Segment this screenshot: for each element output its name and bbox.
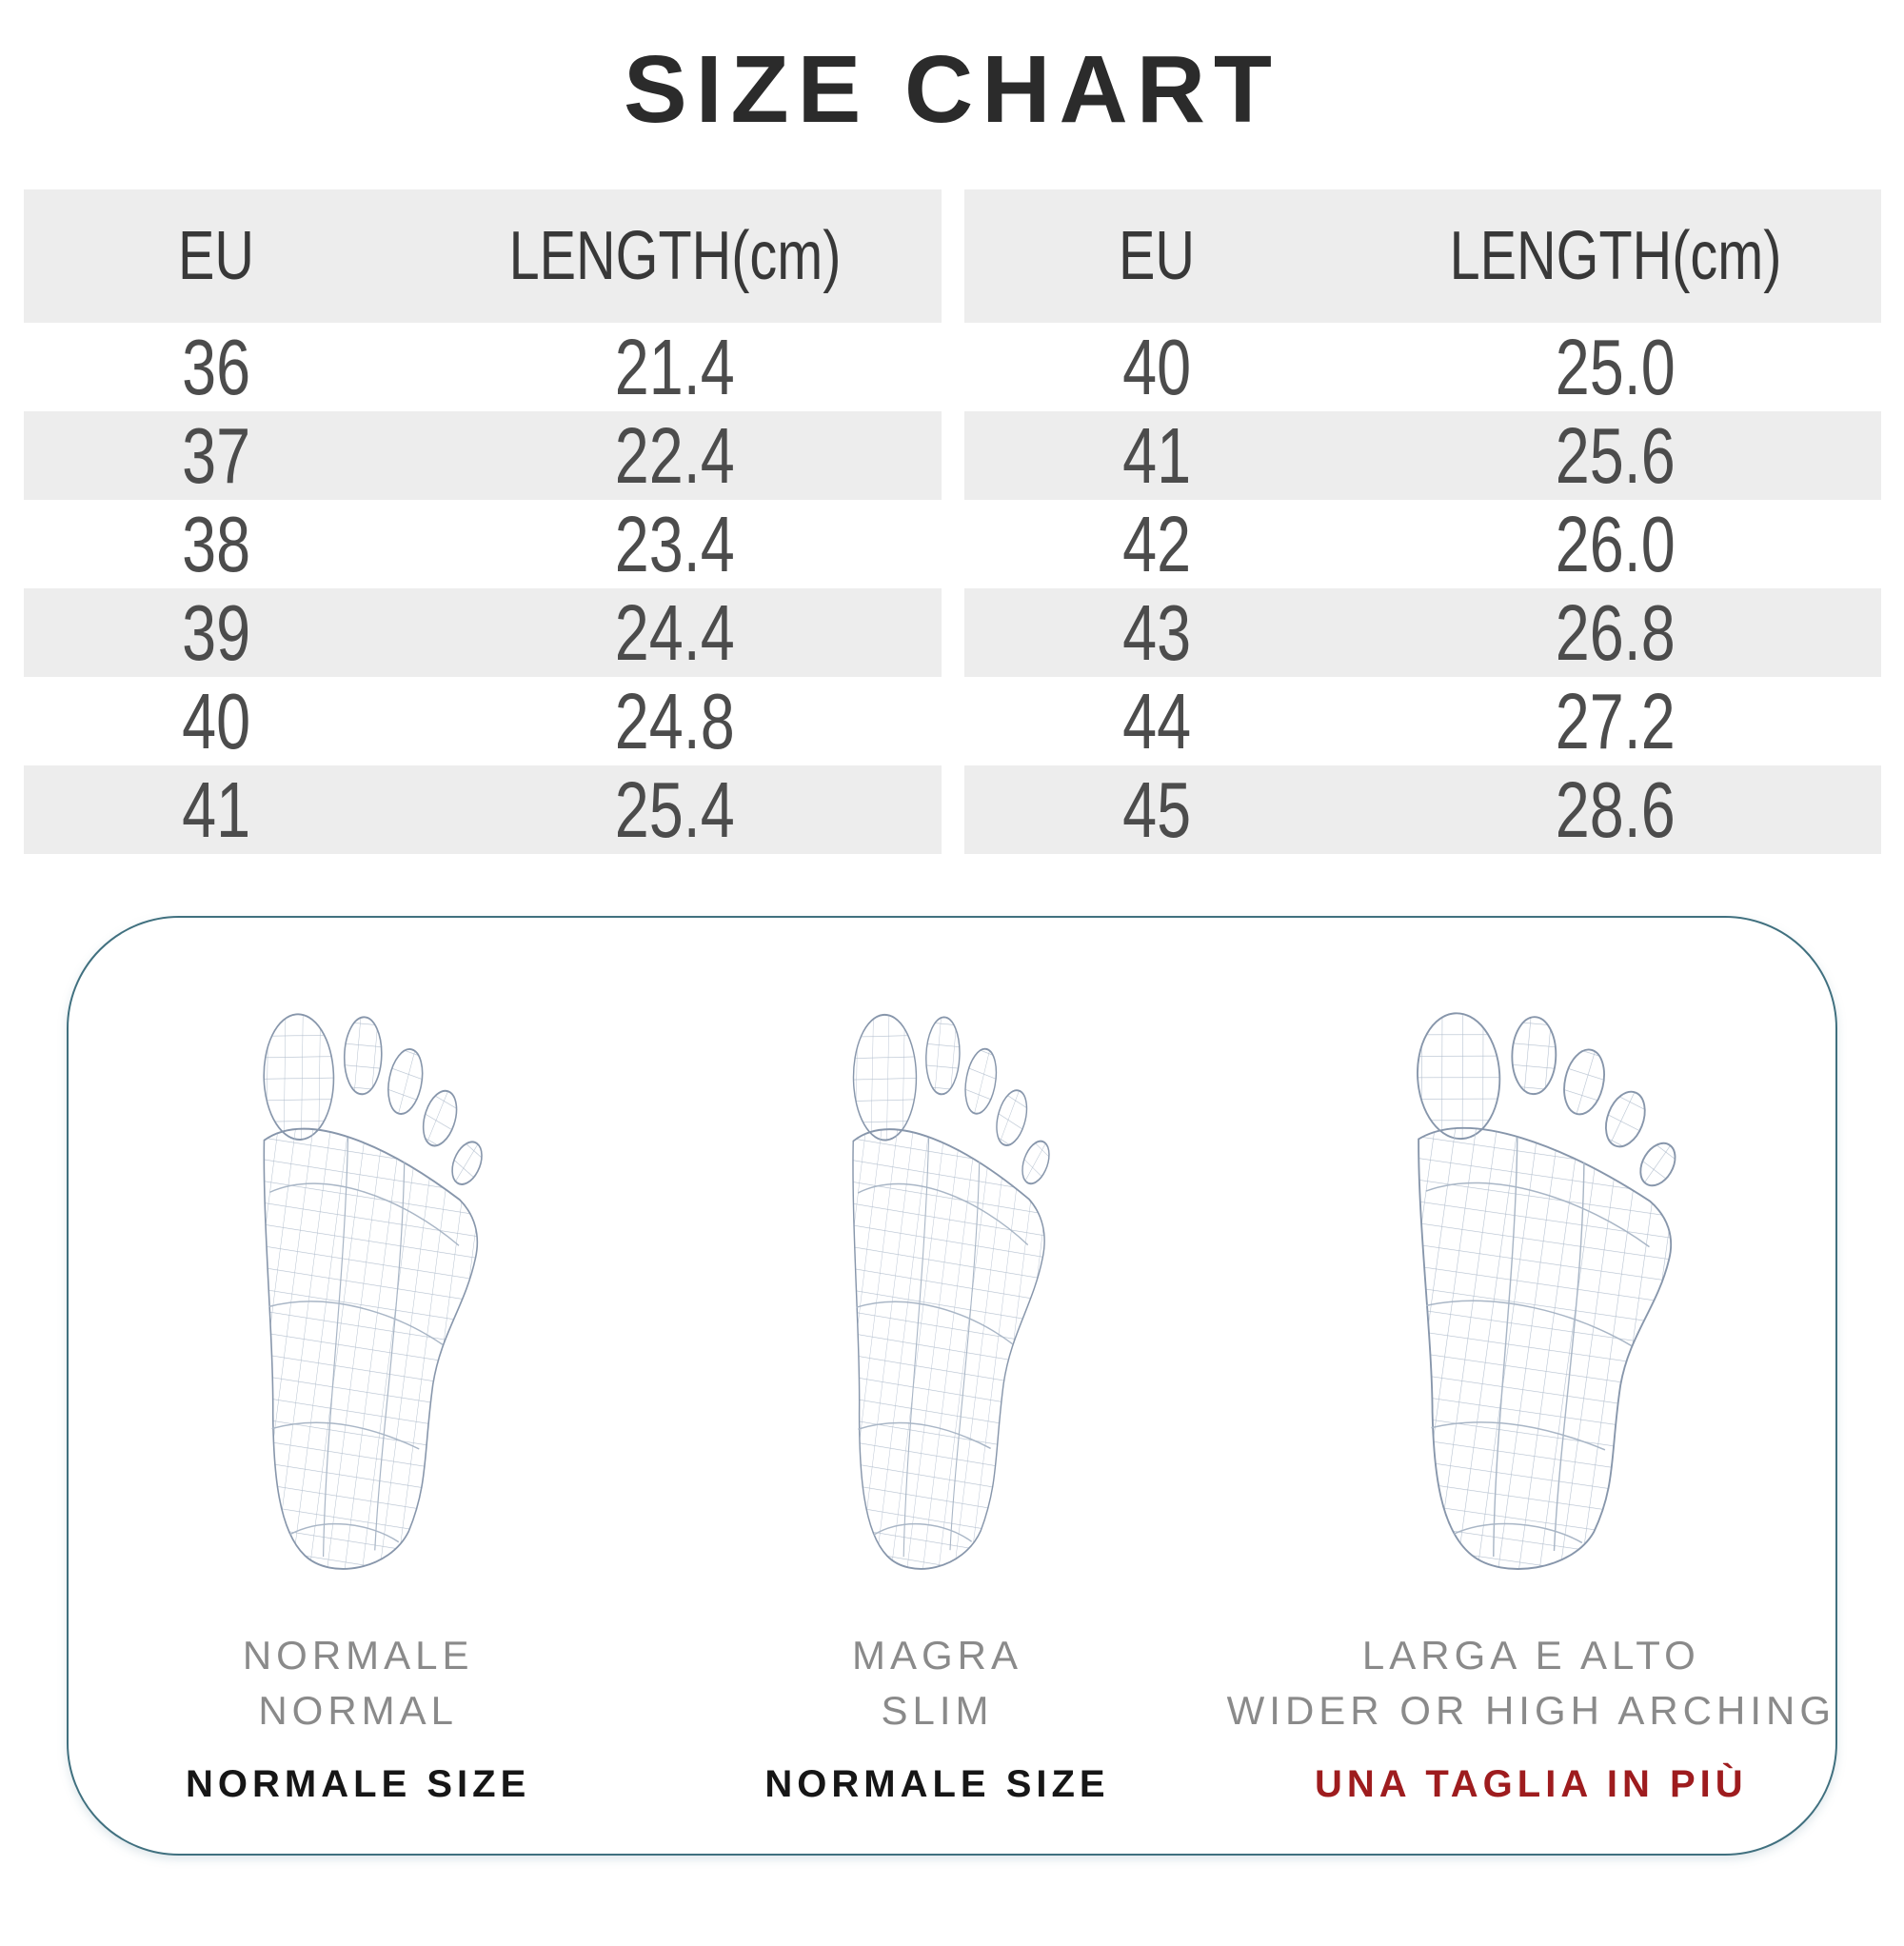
table-row xyxy=(24,677,942,765)
fit-guide-item-normal xyxy=(69,918,647,1854)
table-row xyxy=(24,765,942,854)
table-row xyxy=(24,323,942,411)
length-cell: 26.0 xyxy=(1555,500,1676,588)
length-cell: 22.4 xyxy=(615,411,736,500)
foot-type-label-line2: WIDER OR HIGH ARCHING xyxy=(1226,1688,1836,1733)
table-row xyxy=(964,765,1882,854)
foot-type-label xyxy=(243,1628,474,1738)
length-cell: 25.4 xyxy=(615,765,736,854)
table-row xyxy=(24,500,942,588)
size-recommendation: NORMALE SIZE xyxy=(186,1763,531,1805)
size-recommendation: NORMALE SIZE xyxy=(764,1763,1110,1805)
size-table-left xyxy=(24,189,942,854)
foot-type-label-line2: NORMAL xyxy=(258,1688,459,1733)
size-table-right xyxy=(964,189,1882,854)
eu-size-cell: 40 xyxy=(1121,323,1191,411)
fit-guide-panel xyxy=(67,916,1837,1856)
length-cell: 26.8 xyxy=(1555,588,1676,677)
size-recommendation: UNA TAGLIA IN PIÙ xyxy=(1315,1763,1748,1805)
length-cell: 21.4 xyxy=(615,323,736,411)
length-cell: 28.6 xyxy=(1555,765,1676,854)
eu-size-cell: 36 xyxy=(182,323,251,411)
eu-size-cell: 41 xyxy=(1121,411,1191,500)
length-cell: 24.4 xyxy=(615,588,736,677)
foot-wireframe-normal-illustration xyxy=(204,962,512,1593)
header-cell: EU xyxy=(1118,218,1195,294)
eu-size-cell: 37 xyxy=(182,411,251,500)
length-cell: 25.6 xyxy=(1555,411,1676,500)
eu-size-cell: 40 xyxy=(182,677,251,765)
eu-size-cell: 42 xyxy=(1121,500,1191,588)
eu-size-cell: 43 xyxy=(1121,588,1191,677)
table-header-row xyxy=(964,189,1882,323)
fit-guide-item-slim xyxy=(647,918,1226,1854)
foot-wireframe-slim-illustration xyxy=(796,963,1078,1592)
eu-size-cell: 45 xyxy=(1121,765,1191,854)
header-cell: LENGTH(cm) xyxy=(1449,218,1781,294)
length-cell: 27.2 xyxy=(1555,677,1676,765)
foot-type-label xyxy=(1227,1628,1835,1738)
table-header-row xyxy=(24,189,942,323)
foot-type-label-line1: LARGA E ALTO xyxy=(1361,1633,1700,1678)
eu-size-cell: 38 xyxy=(182,500,251,588)
foot-type-label-line1: MAGRA xyxy=(851,1633,1022,1678)
length-cell: 25.0 xyxy=(1555,323,1676,411)
foot-wireframe-wide-illustration xyxy=(1353,960,1709,1594)
eu-size-cell: 39 xyxy=(182,588,251,677)
eu-size-cell: 44 xyxy=(1121,677,1191,765)
foot-type-label-line2: SLIM xyxy=(881,1688,994,1733)
header-cell: EU xyxy=(178,218,255,294)
size-chart-infographic xyxy=(0,36,1904,1856)
header-cell: LENGTH(cm) xyxy=(508,218,842,294)
page-title: SIZE CHART xyxy=(624,36,1280,143)
size-tables xyxy=(24,189,1881,854)
length-cell: 23.4 xyxy=(615,500,736,588)
foot-type-label-line1: NORMALE xyxy=(242,1633,474,1678)
table-row xyxy=(964,588,1882,677)
foot-type-label xyxy=(852,1628,1022,1738)
fit-guide-item-wide xyxy=(1227,918,1835,1854)
table-row xyxy=(964,500,1882,588)
table-row xyxy=(24,588,942,677)
table-row xyxy=(964,323,1882,411)
table-row xyxy=(24,411,942,500)
length-cell: 24.8 xyxy=(615,677,736,765)
table-row xyxy=(964,411,1882,500)
eu-size-cell: 41 xyxy=(182,765,251,854)
table-row xyxy=(964,677,1882,765)
